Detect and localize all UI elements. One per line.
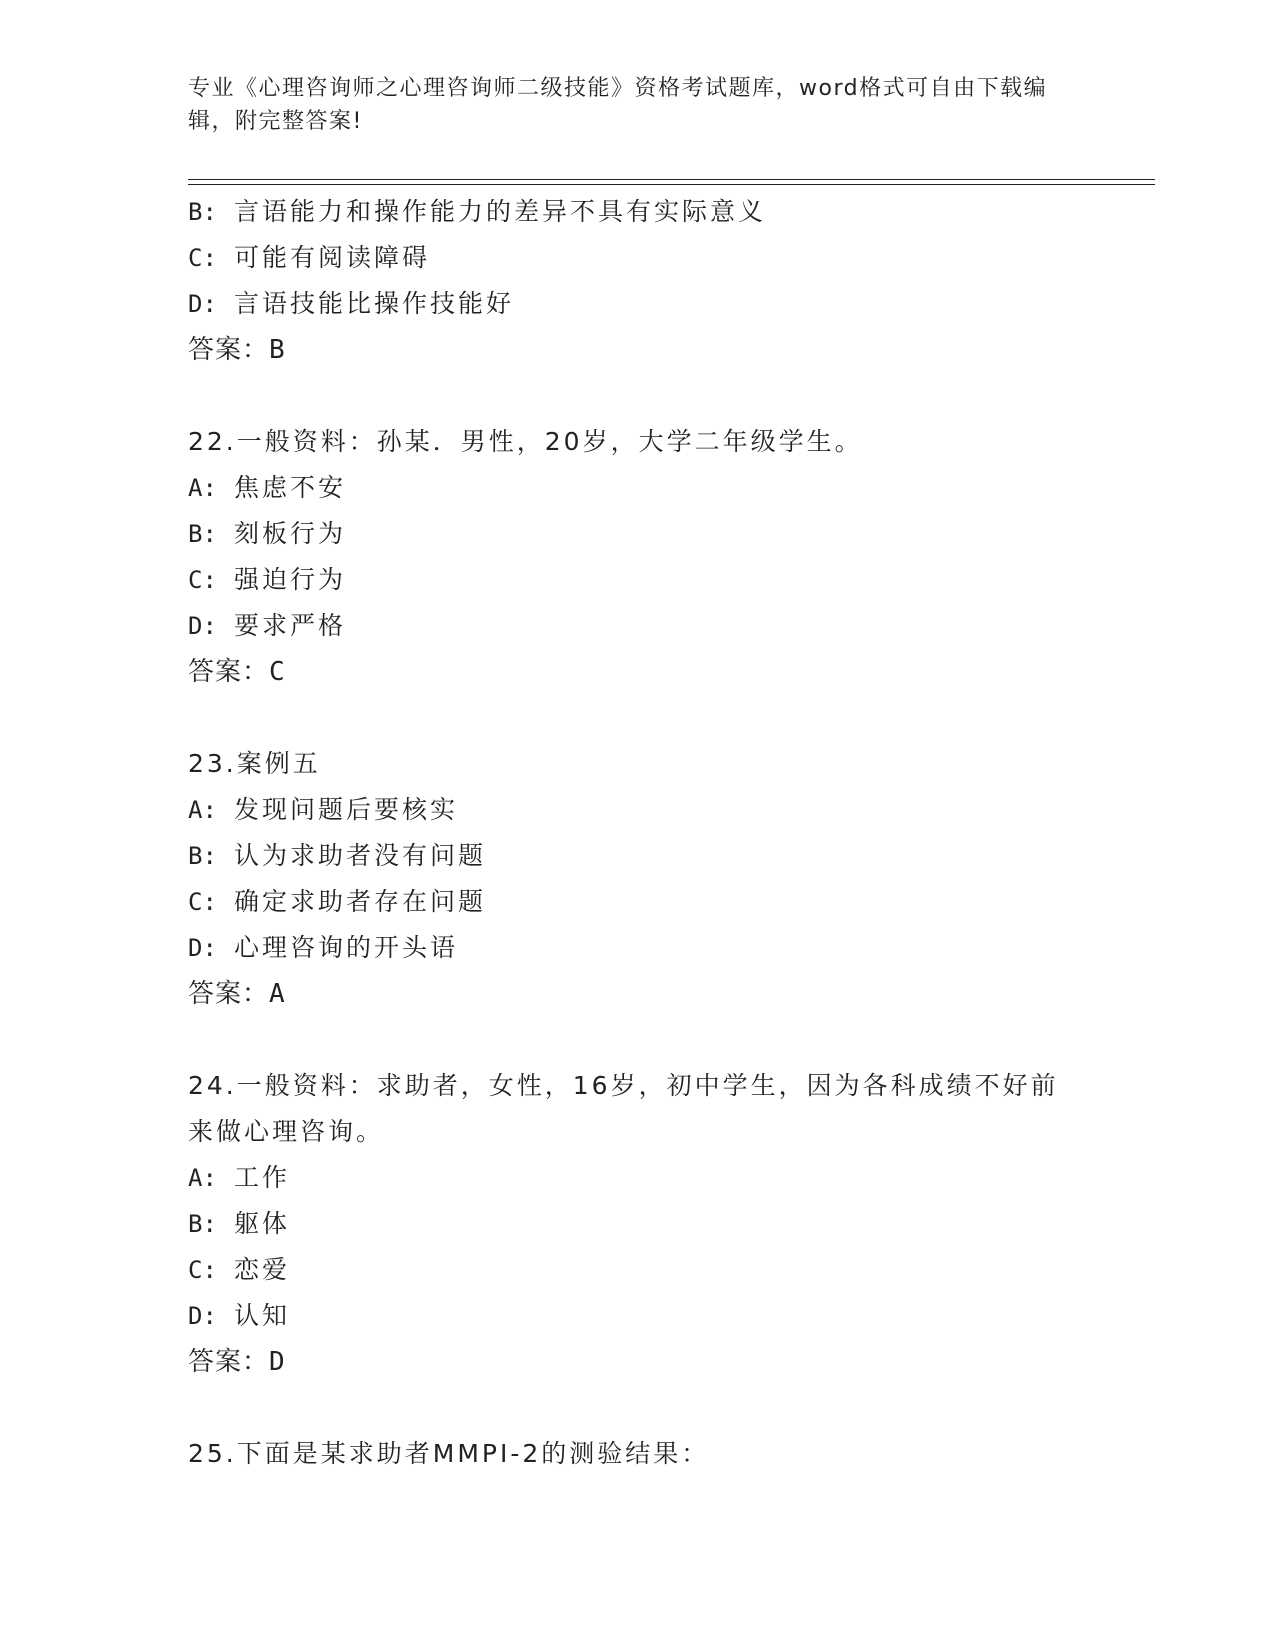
option-text: 焦虑不安 (234, 473, 347, 502)
option-c (188, 879, 1088, 925)
option-c (188, 1247, 1088, 1293)
option-c (188, 235, 1088, 281)
document-header: 专业《心理咨询师之心理咨询师二级技能》资格考试题库，word格式可自由下载编辑，附完整答案! (188, 76, 1048, 134)
option-b (188, 189, 1088, 235)
option-c (188, 557, 1088, 603)
answer-label: 答案： (188, 1347, 270, 1377)
option-d (188, 925, 1088, 971)
question-stem-continued: 来做心理咨询。 (188, 1117, 385, 1146)
option-letter: C: (188, 244, 217, 272)
option-a (188, 787, 1088, 833)
option-letter: D: (188, 290, 217, 318)
option-letter: A: (188, 796, 217, 824)
option-letter: D: (188, 612, 217, 640)
answer-label: 答案： (188, 335, 270, 365)
option-text: 强迫行为 (234, 565, 347, 594)
answer-value: C (269, 657, 286, 687)
option-a (188, 1155, 1088, 1201)
question-stem: 24.一般资料：求助者，女性，16岁，初中学生，因为各科成绩不好前 (188, 1071, 1059, 1100)
option-text: 躯体 (234, 1209, 291, 1238)
option-letter: C: (188, 1256, 217, 1284)
option-text: 要求严格 (234, 611, 347, 640)
option-letter: B: (188, 842, 217, 870)
question-stem: 25.下面是某求助者MMPI-2的测验结果： (188, 1439, 710, 1468)
answer-value: A (269, 979, 286, 1009)
header-rule-top (188, 179, 1155, 180)
header-rule-bottom (188, 184, 1155, 185)
option-letter: B: (188, 520, 217, 548)
option-text: 可能有阅读障碍 (234, 243, 431, 272)
option-a (188, 465, 1088, 511)
option-b (188, 1201, 1088, 1247)
answer-value: D (269, 1347, 286, 1377)
option-d (188, 1293, 1088, 1339)
option-letter: A: (188, 474, 217, 502)
spacer (188, 1017, 1088, 1063)
answer-label: 答案： (188, 657, 270, 687)
option-text: 言语能力和操作能力的差异不具有实际意义 (234, 197, 767, 226)
option-text: 认为求助者没有问题 (234, 841, 487, 870)
answer-line (188, 1339, 1088, 1385)
answer-line (188, 649, 1088, 695)
option-b (188, 833, 1088, 879)
answer-label: 答案： (188, 979, 270, 1009)
option-text: 确定求助者存在问题 (234, 887, 487, 916)
option-letter: B: (188, 1210, 217, 1238)
option-text: 工作 (234, 1163, 291, 1192)
option-letter: D: (188, 1302, 217, 1330)
option-letter: C: (188, 566, 217, 594)
option-text: 刻板行为 (234, 519, 347, 548)
option-text: 心理咨询的开头语 (234, 933, 459, 962)
option-letter: C: (188, 888, 217, 916)
question-content (188, 189, 1088, 1477)
option-letter: D: (188, 934, 217, 962)
option-d (188, 281, 1088, 327)
spacer (188, 1385, 1088, 1431)
answer-value: B (269, 335, 286, 365)
option-text: 言语技能比操作技能好 (234, 289, 515, 318)
option-letter: B: (188, 198, 217, 226)
option-letter: A: (188, 1164, 217, 1192)
option-text: 发现问题后要核实 (234, 795, 459, 824)
answer-line (188, 971, 1088, 1017)
option-b (188, 511, 1088, 557)
question-stem: 23.案例五 (188, 749, 321, 778)
answer-line (188, 327, 1088, 373)
question-stem: 22.一般资料：孙某．男性，20岁，大学二年级学生。 (188, 427, 863, 456)
spacer (188, 695, 1088, 741)
option-text: 认知 (234, 1301, 291, 1330)
spacer (188, 373, 1088, 419)
option-d (188, 603, 1088, 649)
option-text: 恋爱 (234, 1255, 291, 1284)
